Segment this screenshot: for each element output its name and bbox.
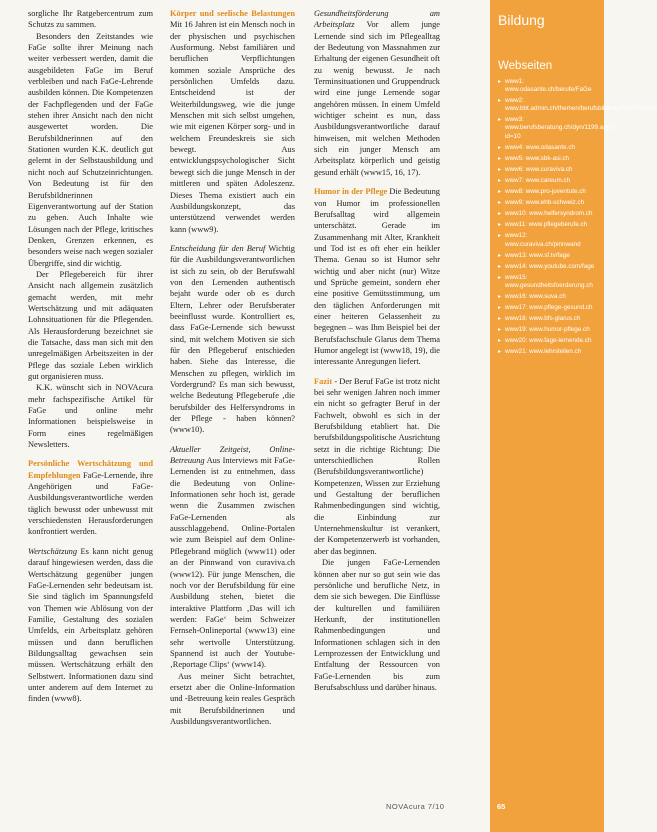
web-link[interactable]: ▸ www19: www.humor-pflege.ch <box>498 326 598 334</box>
paragraph: Der Pflegebereich für ihrer Ansicht nach allgemein zusätzlich gemacht werden, mit mehr Wertschätzung und mit adäquaten Lohnsituationen für die Pflegenden. Als Herausforderung bezeichnet sie die Tatsache, dass man sich mit den unregelmäßigen Arbeitszeiten in der Pflege das soziale Leben wirklich gut organisieren muss. <box>28 269 153 381</box>
page-number: 65 <box>497 802 506 811</box>
paragraph: Die jungen FaGe-Lernenden können aber nur so gut sein wie das persönliche und berufliche Netz, in dem sie sich bewegen. Die Einflüsse der kulturellen und familiären Herkunft, der institutionellen Rahmenbedingungen und Informationen schlagen sich in den Lernprozessen der Entwicklung und Entfaltung der Ressourcen von FaGe-Lernenden bis zum Berufsabschluss und darüber hinaus. <box>314 558 440 692</box>
paragraph-text: Aus Interviews mit FaGe-Lernenden ist zu entnehmen, dass die Bedeutung von Online-Informationen sehr hoch ist, gerade wenn die Zusammen zwischen FaGe-Lernenden als ausschlaggebend. Online-Portalen wie zum Beispiel auf dem Online-Pflegebrand möglich (www11) oder an der Pinnwand von curaviva.ch (www12). Für junge Menschen, die noch vor der Berufsbildung für eine Ausbildung stehen, bietet die interaktive Plattform ‚Das will ich werden: FaGe‘ beim Schweizer Fernseh-Onlineportal (www13) eine sehr wertvolle Unterstützung. Spannend ist auch der Youtube-‚Reportage Clips‘ (www14). <box>170 456 295 670</box>
web-link[interactable]: ▸ www7: www.careum.ch <box>498 177 598 185</box>
paragraph: K.K. wünscht sich in NOVAcura mehr fachspezifische Artikel für FaGe und online mehr Informationen beispielsweise in Form eines regelmäßigen Newsletters. <box>28 383 153 450</box>
section-heading: Humor in der Pflege <box>314 187 388 197</box>
paragraph: sorgliche Ihr Ratgebercentrum zum Schutzs zu sammen. <box>28 9 153 30</box>
paragraph <box>170 444 295 671</box>
paragraph <box>170 8 295 235</box>
web-link[interactable]: ▸ www21: www.lehrstellen.ch <box>498 348 598 356</box>
web-link[interactable]: ▸ www11: www.pflegeberufe.ch <box>498 221 598 229</box>
paragraph <box>28 546 153 705</box>
link-list <box>490 78 657 357</box>
web-link[interactable]: ▸ www20: www.fage-lernende.ch <box>498 337 598 345</box>
web-link[interactable]: ▸ www18: www.bfs-glarus.ch <box>498 315 598 323</box>
web-link[interactable]: ▸ www2: www.bbt.admin.ch/themen/berufsbildung/00107/00187 <box>498 97 598 113</box>
web-link[interactable]: ▸ www13: www.sf.tv/fage <box>498 252 598 260</box>
section-heading: Fazit <box>314 376 333 386</box>
paragraph: Aus meiner Sicht betrachtet, ersetzt aber die Online-Information und -Betreuung kein reales Gespräch mit Berufsbildnerinnen und Ausbildungsverantwortlichen. <box>170 671 295 726</box>
paragraph-text: - Der Beruf FaGe ist trotz nicht bei sehr wenigen Jahren noch immer ein nicht so gefragter Beruf in der Fachwelt, obwohl es sich in der Berufsbildung etabliert hat. Die berufsbildungspolitische Ausrichtung setzt in die richtige Richtung: Die unterschiedlichen Rollen (Berufsbildungsverantwortliche) Kompetenzen, Wissen zur Erziehung und Gestaltung der beruflichen Rahmenbedingungen sind wichtig, die Einbindung zur Unternehmenskultur ist verankert, der Kompetenzerwerb ist vorhanden, aber das beginnen. <box>314 376 440 556</box>
web-link[interactable]: ▸ www16: www.suva.ch <box>498 293 598 301</box>
web-link[interactable]: ▸ www4: www.odasante.ch <box>498 144 598 152</box>
inline-heading: Aktueller Zeitgeist, Online-Betreuung <box>170 444 295 466</box>
section-heading: Körper und seelische Belastungen <box>170 9 295 18</box>
paragraph: Besonders den Zeitstandes wie FaGe sollte ihrer Meinung nach weiter verbessert werden, damit die ausgebildeten FaGe im Beruf verbleiben und nach FaGe-Lehrende ausbilden können. Die Kompetenzen der Fachpflegenden und der FaGe stehen ihrer Ansicht nach den nicht ausgewertet worden. Die Berufsbildnerinnen auf den Stationen wurden K.K. deutlich gut gelernt in der Selbstausbildung und nicht noch auf Schutzeinrichtungen. Von Bedeutung ist für den Berufsbildnerinnen Eigenverantwortung auf der Station zu geben. Auch Inhalte wie Lösungen nach der Pflege, kritisches Denken, Grenzen erkennen, es besonders weise nach wegen sozialer Übergriffe, sind dir wichtig. <box>28 31 153 268</box>
web-link[interactable]: ▸ www9: www.ehb-schweiz.ch <box>498 199 598 207</box>
sidebar-title: Bildung <box>498 12 545 28</box>
paragraph <box>170 243 295 436</box>
web-link[interactable]: ▸ www17: www.pflege-gesund.ch <box>498 304 598 312</box>
web-link[interactable]: ▸ www8: www.pro-juventute.ch <box>498 188 598 196</box>
paragraph-text: Vor allem junge Lernende sind sich im Pflegealltag der Bedeutung von Massnahmen zur Erhaltung der eigenen Gesundheit oft zu wenig bewusst. Je nach Terminsituationen und Gruppendruck wird eine junge Lernende sogar angehören müssen. In einem Umfeld wichtiger scheint es nun, dass Ausbildungsverantwortliche darauf hinweisen, mit welchen Methoden sich ein junger Mensch am Arbeitsplatz körperlich und geistig gesund erhält (www15, 16, 17). <box>314 20 440 177</box>
web-link[interactable]: ▸ www15: www.gesundheitsfoerderung.ch <box>498 274 598 290</box>
inline-heading: Entscheidung für den Beruf <box>170 243 266 253</box>
web-link[interactable]: ▸ www1: www.odasante.ch/berufe/FaGe <box>498 78 598 94</box>
text-column-3 <box>314 8 440 693</box>
inline-heading: Wertschätzung <box>28 546 78 556</box>
web-link[interactable]: ▸ www14: www.youtube.com/fage <box>498 263 598 271</box>
paragraph-text: Es kann nicht genug darauf hingewiesen werden, dass die Wertschätzung gegenüber jungen FaGe-Lernenden sehr bedeutsam ist. Sie sind täglich im Spannungsfeld von Themen wie Ablösung von der Familie, Gestaltung des sozialen Umfelds, ein Arbeitsplatz gehören müssen und dann beruflichen Bildungsalltag gewachsen sein müssen. Wertschätzung erhält den Selbstwert. Informationen dazu sind unter anderem auf dem Internet zu finden (www8). <box>28 546 153 704</box>
paragraph-text: FaGe-Lernende, ihre Angehörigen und FaGe-Ausbildungsverantwortliche werden täglich bewusst oder unbewusst mit verschiedensten Herausforderungen konfrontiert werden. <box>28 470 153 537</box>
paragraph-text: Die Bedeutung von Humor im professionellen Berufsalltag wird allgemein unterschätzt. Gerade im Zusammenhang mit Alter, Krankheit und Tod ist es oft eher ein heikler Thema. Genau so ist Humor sehr wichtig und aber nicht (nur) Witze und Sprüche gemeint, sondern eher eine positive Gemütsstimmung, um den täglichen Anforderungen mit einer heiteren Gelassenheit zu begegnen – was Ihm Beispiel bei der Berufsfachschule Glarus dem Thema Humor angelegt ist (www18, 19), die interessante Anregungen liefert. <box>314 187 440 367</box>
paragraph <box>314 376 440 558</box>
section-heading: Persönliche Wertschätzung und Empfehlungen <box>28 459 153 480</box>
web-link[interactable]: ▸ www3: www.berufsberatung.ch/dyn/1199.aspx?id=10 <box>498 116 598 140</box>
paragraph <box>314 8 440 178</box>
paragraph <box>28 458 153 537</box>
paragraph-text: Wichtig für die Ausbildungsverantwortlichen ist sich zu sein, ob der Berufswahl von den Lernenden authentisch bejaht wurde oder ob es durch Eltern, Lehrer oder Berufsberater beeinflusst wurde. Kontrolliert es, dass FaGe-Lernende sich bewusst sind, mit welchem Motiven sie sich für den Pflegeberuf entschieden haben. Siehe das Interesse, die Menschen zu pflegen, wirklich im Vordergrund? Es man sich bewusst, welche Bedeutung Pflegeberufe ‚die berufsbilder des Helfersyndroms in der Pflege - haben können? (www10). <box>170 243 295 435</box>
web-link[interactable]: ▸ www6: www.curaviva.ch <box>498 166 598 174</box>
magazine-issue: NOVAcura 7/10 <box>386 802 445 811</box>
text-column-1 <box>28 8 153 705</box>
paragraph <box>314 186 440 368</box>
text-column-2 <box>170 8 295 727</box>
sidebar-heading: Webseiten <box>498 60 553 72</box>
web-link[interactable]: ▸ www12: www.curaviva.ch/pinnwand <box>498 232 598 248</box>
paragraph-text: Mit 16 Jahren ist ein Mensch noch in der physischen und psychischen Ausformung. Nebst familiären und beruflichen Verpflichtungen kommen soziale Ansprüche des persönlichen Umfelds dazu. Entscheidend ist der Weiterbildungsweg, wie die junge Menschen mit sich selbst umgehen, wie mit eigenen Körper sorg- und in welchem Freundeskreis sie sich bewegt. Aus entwicklungspsychologischer Sicht bewegt sich die junge Mensch in der mittleren und späten Adoleszenz. Dieses Thema existiert auch ein Ausbildungskonzept, das unterstützend verwendet werden kann (www9). <box>170 20 295 234</box>
inline-heading: Gesundheitsförderung am Arbeitsplatz <box>314 9 440 30</box>
web-link[interactable]: ▸ www10: www.helfersyndrom.ch <box>498 210 598 218</box>
web-link[interactable]: ▸ www5: www.sbk-asi.ch <box>498 155 598 163</box>
sidebar-panel <box>490 0 657 832</box>
